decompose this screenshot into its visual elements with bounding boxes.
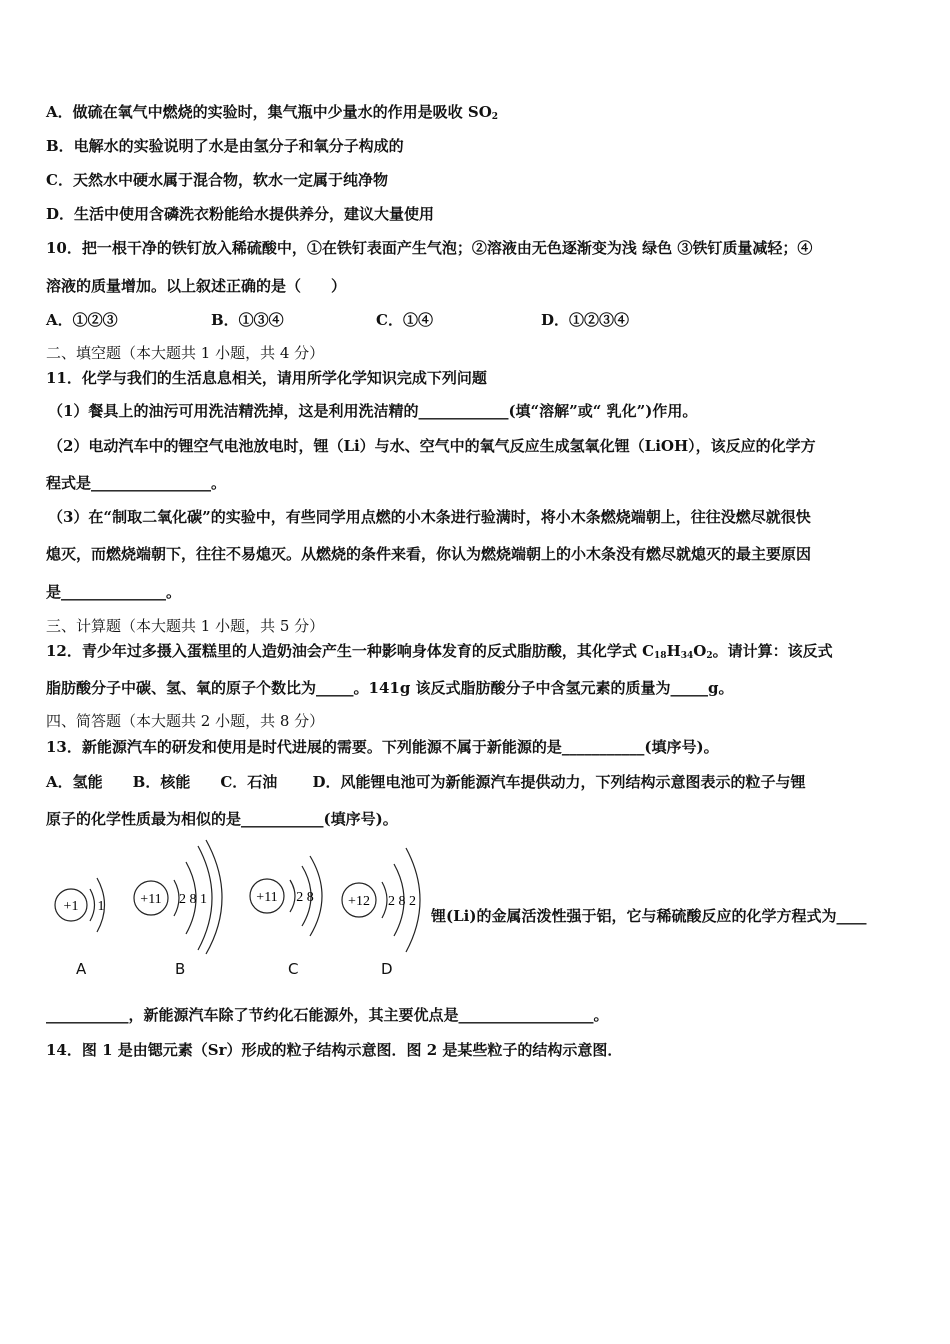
q10-option-c: C．①④ (376, 311, 433, 329)
q11-part3-line2: 熄灭，而燃烧端朝下，往往不易熄灭。从燃烧的条件来看，你认为燃烧端朝上的小木条没有燃尽就熄灭的最主要原因 (46, 545, 812, 563)
atom-b-shells: 2 8 1 (179, 892, 207, 907)
q14-stem: 14．图 1 是由锶元素（Sr）形成的粒子结构示意图．图 2 是某些粒子的结构示意图． (46, 1041, 623, 1059)
atomic-structure-diagrams (46, 836, 436, 986)
atom-a-shells: 1 (97, 899, 105, 914)
q13-line2: A．氢能 B．核能 C．石油 D．风能锂电池可为新能源汽车提供动力，下列结构示意图表示的粒子与锂 (46, 773, 806, 791)
formula-h: H (666, 642, 681, 660)
section-2-heading: 二、填空题（本大题共 1 小题，共 4 分） (46, 344, 325, 362)
q12-line1-end: 。请计算：该反式 (712, 642, 833, 660)
q10-stem-line2: 溶液的质量增加。以上叙述正确的是（ ） (46, 277, 347, 295)
q9-option-d: D．生活中使用含磷洗衣粉能给水提供养分，建议大量使用 (46, 205, 435, 223)
q10-option-a: A．①②③ (46, 311, 118, 329)
q9-option-c: C．天然水中硬水属于混合物，软水一定属于纯净物 (46, 171, 388, 189)
q13-line3: 原子的化学性质最为相似的是___________(填序号)。 (46, 810, 398, 828)
atom-c-nucleus: +11 (256, 890, 278, 905)
q11-part2-line1: （2）电动汽车中的锂空气电池放电时，锂（Li）与水、空气中的氧气反应生成氢氧化锂（LiOH），该反应的化学方 (48, 437, 816, 455)
q11-part2-line2: 程式是________________。 (46, 474, 227, 492)
formula-sub-o: 2 (706, 651, 713, 661)
section-3-heading: 三、计算题（本大题共 1 小题，共 5 分） (46, 617, 325, 635)
q11-part3-line3: 是______________。 (46, 583, 182, 601)
atom-d-shells: 2 8 2 (388, 894, 416, 909)
q11-part1: （1）餐具上的油污可用洗洁精洗掉，这是利用洗洁精的____________(填“溶解”或“ 乳化”)作用。 (48, 402, 698, 420)
q10-option-d: D．①②③④ (541, 311, 630, 329)
q13-line5: ___________，新能源汽车除了节约化石能源外，其主要优点是__________________。 (46, 1006, 609, 1024)
atom-c-shells: 2 8 (296, 890, 314, 905)
q13-stem: 13．新能源汽车的研发和使用是时代进展的需要。下列能源不属于新能源的是___________(填序号)。 (46, 738, 719, 756)
q12-line2: 脂肪酸分子中碳、氢、氧的原子个数比为_____。141g 该反式脂肪酸分子中含氢元素的质量为_____g。 (46, 679, 734, 697)
q9-option-a-text: A．做硫在氧气中燃烧的实验时，集气瓶中少量水的作用是吸收 SO (46, 103, 492, 121)
q9-option-b: B．电解水的实验说明了水是由氢分子和氧分子构成的 (46, 137, 404, 155)
atom-b-label: B (175, 960, 186, 978)
formula-o: O (693, 642, 707, 660)
section-4-heading: 四、简答题（本大题共 2 小题，共 8 分） (46, 712, 325, 730)
q10-option-b: B．①③④ (211, 311, 284, 329)
formula-sub-c: 18 (654, 651, 667, 661)
q9-option-a (46, 102, 906, 127)
atom-c-label: C (288, 960, 299, 978)
atom-a-label: A (76, 960, 87, 978)
atom-b-nucleus: +11 (140, 892, 162, 907)
q12-line1 (46, 641, 906, 666)
q11-part3-line1: （3）在“制取二氧化碳”的实验中，有些同学用点燃的小木条进行验满时，将小木条燃烧端朝上，往往没燃尽就很快 (48, 508, 811, 526)
q11-stem: 11．化学与我们的生活息息相关，请用所学化学知识完成下列问题 (46, 369, 487, 387)
q12-line1-text: 12．青少年过多摄入蛋糕里的人造奶油会产生一种影响身体发育的反式脂肪酸，其化学式 C (46, 642, 655, 660)
so2-subscript: 2 (491, 112, 499, 122)
atom-d-label: D (381, 960, 393, 978)
atom-d-nucleus: +12 (348, 894, 370, 909)
q10-options (46, 310, 906, 330)
atom-diagrams-svg (46, 836, 436, 956)
formula-sub-h: 34 (680, 651, 694, 661)
q10-stem-line1: 10．把一根干净的铁钉放入稀硫酸中，①在铁钉表面产生气泡；②溶液由无色逐渐变为浅 绿色 ③铁钉质量减轻；④ (46, 239, 813, 257)
q13-line4: 锂(Li)的金属活泼性强于铝，它与稀硫酸反应的化学方程式为____ (431, 907, 867, 925)
atom-a-nucleus: +1 (63, 899, 79, 914)
